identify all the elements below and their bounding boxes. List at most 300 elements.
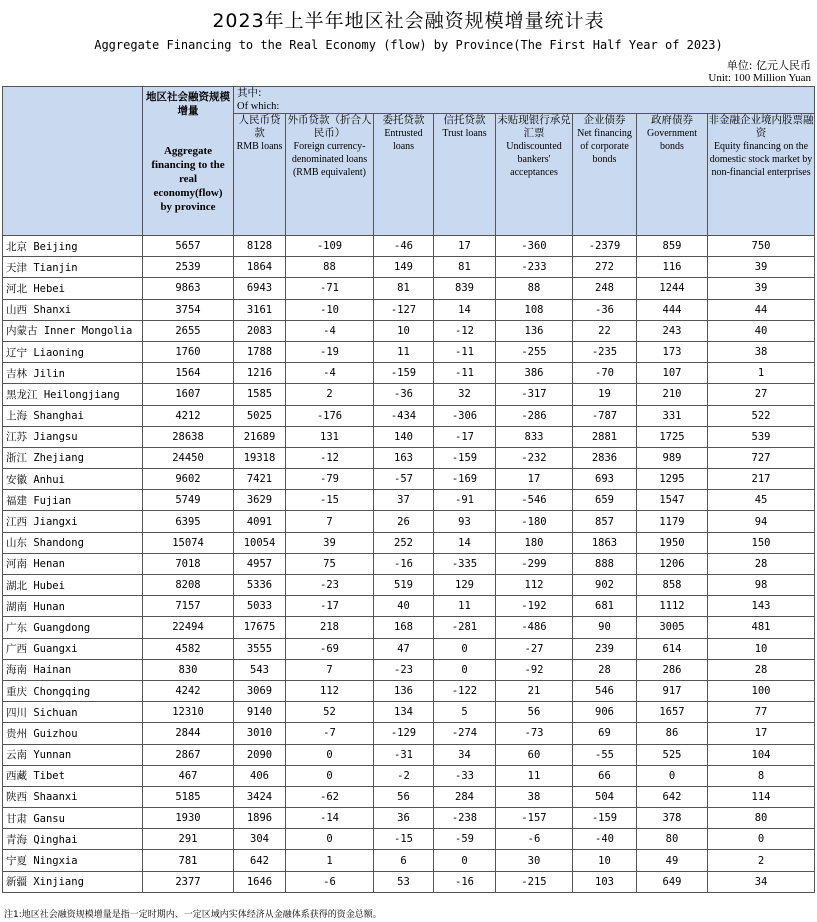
table-row	[3, 553, 815, 574]
value-cell: 9602	[143, 469, 234, 490]
value-cell: 39	[708, 257, 815, 278]
header-entrusted-loans-en: Entrusted loans	[384, 128, 423, 152]
value-cell: 140	[374, 426, 434, 447]
value-cell: 39	[708, 278, 815, 299]
value-cell: 6395	[143, 511, 234, 532]
value-cell: 3005	[637, 617, 708, 638]
value-cell: 614	[637, 638, 708, 659]
value-cell: 22494	[143, 617, 234, 638]
value-cell: -4	[286, 320, 374, 341]
province-cell: 广东 Guangdong	[3, 617, 143, 638]
table-row	[3, 617, 815, 638]
header-equity-financing-en: Equity financing on the domestic stock market by non-financial enterprises	[709, 141, 813, 178]
value-cell: -255	[496, 341, 573, 362]
province-cell: 新疆 Xinjiang	[3, 871, 143, 892]
value-cell: 94	[708, 511, 815, 532]
value-cell: 5657	[143, 236, 234, 257]
value-cell: 331	[637, 405, 708, 426]
header-rmb-loans-cn: 人民币贷款	[238, 114, 281, 139]
value-cell: -159	[434, 447, 496, 468]
value-cell: 9863	[143, 278, 234, 299]
value-cell: -176	[286, 405, 374, 426]
value-cell: 0	[637, 765, 708, 786]
value-cell: 3754	[143, 299, 234, 320]
value-cell: 3010	[234, 723, 286, 744]
header-trust-loans-en: Trust loans	[442, 128, 487, 139]
header-equity-financing-cn: 非金融企业境内股票融资	[708, 114, 814, 139]
value-cell: 19	[573, 384, 637, 405]
value-cell: 252	[374, 532, 434, 553]
value-cell: 7421	[234, 469, 286, 490]
value-cell: 17675	[234, 617, 286, 638]
value-cell: 284	[434, 786, 496, 807]
value-cell: 1	[286, 850, 374, 871]
value-cell: 5749	[143, 490, 234, 511]
value-cell: -71	[286, 278, 374, 299]
value-cell: 150	[708, 532, 815, 553]
value-cell: 481	[708, 617, 815, 638]
value-cell: 136	[374, 680, 434, 701]
footnote: 注1:地区社会融资规模增量是指一定时期内、一定区域内实体经济从金融体系获得的资金总额。	[4, 910, 382, 920]
value-cell: -787	[573, 405, 637, 426]
value-cell: 839	[434, 278, 496, 299]
value-cell: 107	[637, 363, 708, 384]
page-title: 2023年上半年地区社会融资规模增量统计表	[212, 10, 605, 32]
value-cell: 543	[234, 659, 286, 680]
value-cell: 1864	[234, 257, 286, 278]
value-cell: -235	[573, 341, 637, 362]
province-cell: 重庆 Chongqing	[3, 680, 143, 701]
value-cell: -40	[573, 829, 637, 850]
header-rmb-loans	[234, 114, 286, 236]
value-cell: 1547	[637, 490, 708, 511]
value-cell: 2	[708, 850, 815, 871]
table-row	[3, 320, 815, 341]
value-cell: 525	[637, 744, 708, 765]
value-cell: 3555	[234, 638, 286, 659]
value-cell: 1657	[637, 702, 708, 723]
value-cell: 17	[708, 723, 815, 744]
table-header	[3, 87, 815, 236]
value-cell: 4091	[234, 511, 286, 532]
value-cell: 8	[708, 765, 815, 786]
value-cell: 1216	[234, 363, 286, 384]
value-cell: -4	[286, 363, 374, 384]
table-row	[3, 278, 815, 299]
value-cell: 1179	[637, 511, 708, 532]
header-of-which-en: Of which:	[237, 101, 280, 112]
table-row	[3, 469, 815, 490]
value-cell: 272	[573, 257, 637, 278]
value-cell: -159	[374, 363, 434, 384]
value-cell: 44	[708, 299, 815, 320]
value-cell: 56	[374, 786, 434, 807]
value-cell: -6	[496, 829, 573, 850]
value-cell: 1725	[637, 426, 708, 447]
province-cell: 山东 Shandong	[3, 532, 143, 553]
value-cell: 7157	[143, 596, 234, 617]
value-cell: 52	[286, 702, 374, 723]
value-cell: 80	[637, 829, 708, 850]
value-cell: 2867	[143, 744, 234, 765]
value-cell: 15074	[143, 532, 234, 553]
value-cell: -57	[374, 469, 434, 490]
header-foreign-loans-en: Foreign currency-denominated loans (RMB equivalent)	[291, 141, 368, 178]
value-cell: 5033	[234, 596, 286, 617]
value-cell: 47	[374, 638, 434, 659]
value-cell: 642	[637, 786, 708, 807]
value-cell: 5025	[234, 405, 286, 426]
value-cell: -33	[434, 765, 496, 786]
value-cell: -2	[374, 765, 434, 786]
province-cell: 辽宁 Liaoning	[3, 341, 143, 362]
value-cell: 98	[708, 575, 815, 596]
value-cell: 28	[573, 659, 637, 680]
table-row	[3, 765, 815, 786]
value-cell: 1896	[234, 808, 286, 829]
province-cell: 内蒙古 Inner Mongolia	[3, 320, 143, 341]
province-cell: 四川 Sichuan	[3, 702, 143, 723]
value-cell: 17	[434, 236, 496, 257]
value-cell: -546	[496, 490, 573, 511]
value-cell: 56	[496, 702, 573, 723]
header-equity-financing	[708, 114, 815, 236]
value-cell: -14	[286, 808, 374, 829]
province-cell: 西藏 Tibet	[3, 765, 143, 786]
value-cell: 7	[286, 511, 374, 532]
table-row	[3, 511, 815, 532]
value-cell: -70	[573, 363, 637, 384]
province-cell: 湖南 Hunan	[3, 596, 143, 617]
value-cell: 859	[637, 236, 708, 257]
value-cell: -434	[374, 405, 434, 426]
table-row	[3, 871, 815, 892]
value-cell: 10	[708, 638, 815, 659]
value-cell: 149	[374, 257, 434, 278]
table-row	[3, 829, 815, 850]
header-government-bonds	[637, 114, 708, 236]
header-trust-loans	[434, 114, 496, 236]
value-cell: 10	[374, 320, 434, 341]
value-cell: 1930	[143, 808, 234, 829]
value-cell: 243	[637, 320, 708, 341]
value-cell: -12	[434, 320, 496, 341]
value-cell: 2377	[143, 871, 234, 892]
value-cell: 386	[496, 363, 573, 384]
value-cell: 32	[434, 384, 496, 405]
province-cell: 北京 Beijing	[3, 236, 143, 257]
value-cell: 5	[434, 702, 496, 723]
value-cell: -15	[374, 829, 434, 850]
value-cell: 77	[708, 702, 815, 723]
value-cell: 180	[496, 532, 573, 553]
value-cell: 53	[374, 871, 434, 892]
value-cell: -274	[434, 723, 496, 744]
table-row	[3, 702, 815, 723]
header-bankers-acceptances-cn: 未贴现银行承兑汇票	[497, 114, 571, 139]
value-cell: 14	[434, 299, 496, 320]
value-cell: 104	[708, 744, 815, 765]
value-cell: 28	[708, 659, 815, 680]
value-cell: 1295	[637, 469, 708, 490]
value-cell: 4582	[143, 638, 234, 659]
value-cell: -281	[434, 617, 496, 638]
value-cell: 218	[286, 617, 374, 638]
value-cell: 45	[708, 490, 815, 511]
value-cell: 6943	[234, 278, 286, 299]
header-government-bonds-cn: 政府债券	[651, 114, 693, 126]
value-cell: 217	[708, 469, 815, 490]
header-afre-cn: 地区社会融资规模增量	[146, 91, 230, 117]
province-cell: 黑龙江 Heilongjiang	[3, 384, 143, 405]
table-row	[3, 808, 815, 829]
value-cell: -46	[374, 236, 434, 257]
province-cell: 贵州 Guizhou	[3, 723, 143, 744]
value-cell: 66	[573, 765, 637, 786]
value-cell: 727	[708, 447, 815, 468]
value-cell: -233	[496, 257, 573, 278]
value-cell: -7	[286, 723, 374, 744]
value-cell: 857	[573, 511, 637, 532]
value-cell: 81	[434, 257, 496, 278]
value-cell: -23	[286, 575, 374, 596]
value-cell: -16	[434, 871, 496, 892]
unit-label-en: Unit: 100 Million Yuan	[708, 72, 811, 84]
province-cell: 安徽 Anhui	[3, 469, 143, 490]
value-cell: 649	[637, 871, 708, 892]
value-cell: 858	[637, 575, 708, 596]
value-cell: 39	[286, 532, 374, 553]
value-cell: 10054	[234, 532, 286, 553]
value-cell: 0	[434, 659, 496, 680]
value-cell: 86	[637, 723, 708, 744]
value-cell: 40	[708, 320, 815, 341]
province-cell: 广西 Guangxi	[3, 638, 143, 659]
value-cell: 21689	[234, 426, 286, 447]
header-corporate-bonds-en: Net financing of corporate bonds	[577, 128, 632, 165]
value-cell: 2	[286, 384, 374, 405]
header-of-which-cn: 其中:	[237, 87, 262, 99]
value-cell: 36	[374, 808, 434, 829]
value-cell: 12310	[143, 702, 234, 723]
value-cell: 504	[573, 786, 637, 807]
province-cell: 天津 Tianjin	[3, 257, 143, 278]
header-afre	[143, 87, 234, 236]
value-cell: 6	[374, 850, 434, 871]
value-cell: 1244	[637, 278, 708, 299]
value-cell: 7	[286, 659, 374, 680]
province-cell: 吉林 Jilin	[3, 363, 143, 384]
header-of-which	[234, 87, 815, 114]
value-cell: 0	[286, 765, 374, 786]
value-cell: -360	[496, 236, 573, 257]
value-cell: 27	[708, 384, 815, 405]
value-cell: 642	[234, 850, 286, 871]
value-cell: 1585	[234, 384, 286, 405]
value-cell: -6	[286, 871, 374, 892]
header-government-bonds-en: Government bonds	[647, 128, 697, 152]
value-cell: 49	[637, 850, 708, 871]
value-cell: 0	[434, 850, 496, 871]
table-row	[3, 596, 815, 617]
value-cell: 38	[496, 786, 573, 807]
value-cell: 112	[286, 680, 374, 701]
value-cell: 444	[637, 299, 708, 320]
value-cell: 833	[496, 426, 573, 447]
value-cell: 100	[708, 680, 815, 701]
province-cell: 上海 Shanghai	[3, 405, 143, 426]
value-cell: 8208	[143, 575, 234, 596]
province-cell: 江西 Jiangxi	[3, 511, 143, 532]
value-cell: 3629	[234, 490, 286, 511]
value-cell: 830	[143, 659, 234, 680]
table-row	[3, 490, 815, 511]
value-cell: 114	[708, 786, 815, 807]
value-cell: 112	[496, 575, 573, 596]
value-cell: 917	[637, 680, 708, 701]
header-foreign-loans	[286, 114, 374, 236]
table-row	[3, 659, 815, 680]
value-cell: 781	[143, 850, 234, 871]
table-row	[3, 341, 815, 362]
value-cell: -232	[496, 447, 573, 468]
value-cell: -23	[374, 659, 434, 680]
value-cell: 80	[708, 808, 815, 829]
value-cell: 11	[496, 765, 573, 786]
value-cell: -69	[286, 638, 374, 659]
value-cell: 406	[234, 765, 286, 786]
value-cell: 1206	[637, 553, 708, 574]
value-cell: 902	[573, 575, 637, 596]
value-cell: 1112	[637, 596, 708, 617]
value-cell: 69	[573, 723, 637, 744]
value-cell: 90	[573, 617, 637, 638]
value-cell: 378	[637, 808, 708, 829]
value-cell: 693	[573, 469, 637, 490]
value-cell: -335	[434, 553, 496, 574]
statistics-table	[2, 86, 815, 893]
value-cell: 0	[708, 829, 815, 850]
value-cell: 173	[637, 341, 708, 362]
value-cell: 5185	[143, 786, 234, 807]
value-cell: 136	[496, 320, 573, 341]
value-cell: 286	[637, 659, 708, 680]
value-cell: -286	[496, 405, 573, 426]
value-cell: 210	[637, 384, 708, 405]
value-cell: -2379	[573, 236, 637, 257]
value-cell: 108	[496, 299, 573, 320]
table-row	[3, 405, 815, 426]
unit-label-cn: 单位: 亿元人民币	[726, 59, 811, 72]
value-cell: -16	[374, 553, 434, 574]
table-row	[3, 257, 815, 278]
value-cell: 1646	[234, 871, 286, 892]
value-cell: 4957	[234, 553, 286, 574]
value-cell: 467	[143, 765, 234, 786]
value-cell: 14	[434, 532, 496, 553]
province-cell: 湖北 Hubei	[3, 575, 143, 596]
value-cell: 21	[496, 680, 573, 701]
value-cell: 40	[374, 596, 434, 617]
province-cell: 陕西 Shaanxi	[3, 786, 143, 807]
value-cell: -10	[286, 299, 374, 320]
value-cell: 906	[573, 702, 637, 723]
value-cell: -15	[286, 490, 374, 511]
header-bankers-acceptances	[496, 114, 573, 236]
province-cell: 青海 Qinghai	[3, 829, 143, 850]
table-row	[3, 850, 815, 871]
table-row	[3, 723, 815, 744]
header-foreign-loans-cn: 外币贷款（折合人民币）	[287, 114, 372, 139]
value-cell: 4242	[143, 680, 234, 701]
value-cell: -79	[286, 469, 374, 490]
value-cell: 10	[573, 850, 637, 871]
value-cell: 3069	[234, 680, 286, 701]
table-row	[3, 299, 815, 320]
value-cell: -317	[496, 384, 573, 405]
value-cell: 28	[708, 553, 815, 574]
value-cell: 30	[496, 850, 573, 871]
value-cell: 0	[286, 829, 374, 850]
header-province-cell	[3, 87, 143, 236]
header-entrusted-loans	[374, 114, 434, 236]
value-cell: 24450	[143, 447, 234, 468]
value-cell: -299	[496, 553, 573, 574]
value-cell: 659	[573, 490, 637, 511]
value-cell: -215	[496, 871, 573, 892]
value-cell: -180	[496, 511, 573, 532]
value-cell: 888	[573, 553, 637, 574]
header-corporate-bonds-cn: 企业债券	[583, 114, 626, 126]
value-cell: 304	[234, 829, 286, 850]
value-cell: 1863	[573, 532, 637, 553]
value-cell: 11	[374, 341, 434, 362]
value-cell: 2090	[234, 744, 286, 765]
value-cell: -12	[286, 447, 374, 468]
table-row	[3, 236, 815, 257]
province-cell: 山西 Shanxi	[3, 299, 143, 320]
value-cell: 129	[434, 575, 496, 596]
value-cell: 0	[434, 638, 496, 659]
value-cell: 0	[286, 744, 374, 765]
header-bankers-acceptances-en: Undiscounted bankers' acceptances	[506, 141, 562, 178]
value-cell: 168	[374, 617, 434, 638]
value-cell: 75	[286, 553, 374, 574]
value-cell: -11	[434, 341, 496, 362]
value-cell: 1760	[143, 341, 234, 362]
value-cell: 88	[496, 278, 573, 299]
value-cell: 539	[708, 426, 815, 447]
value-cell: 2655	[143, 320, 234, 341]
value-cell: 1950	[637, 532, 708, 553]
value-cell: -55	[573, 744, 637, 765]
value-cell: 22	[573, 320, 637, 341]
value-cell: 750	[708, 236, 815, 257]
value-cell: 3424	[234, 786, 286, 807]
header-afre-en: Aggregate financing to the real economy(flow) by province	[151, 145, 225, 213]
province-cell: 海南 Hainan	[3, 659, 143, 680]
value-cell: -122	[434, 680, 496, 701]
value-cell: -92	[496, 659, 573, 680]
table-body	[3, 236, 815, 893]
header-rmb-loans-en: RMB loans	[236, 141, 283, 152]
value-cell: 34	[434, 744, 496, 765]
value-cell: -109	[286, 236, 374, 257]
value-cell: 2836	[573, 447, 637, 468]
value-cell: -238	[434, 808, 496, 829]
value-cell: 131	[286, 426, 374, 447]
value-cell: 143	[708, 596, 815, 617]
